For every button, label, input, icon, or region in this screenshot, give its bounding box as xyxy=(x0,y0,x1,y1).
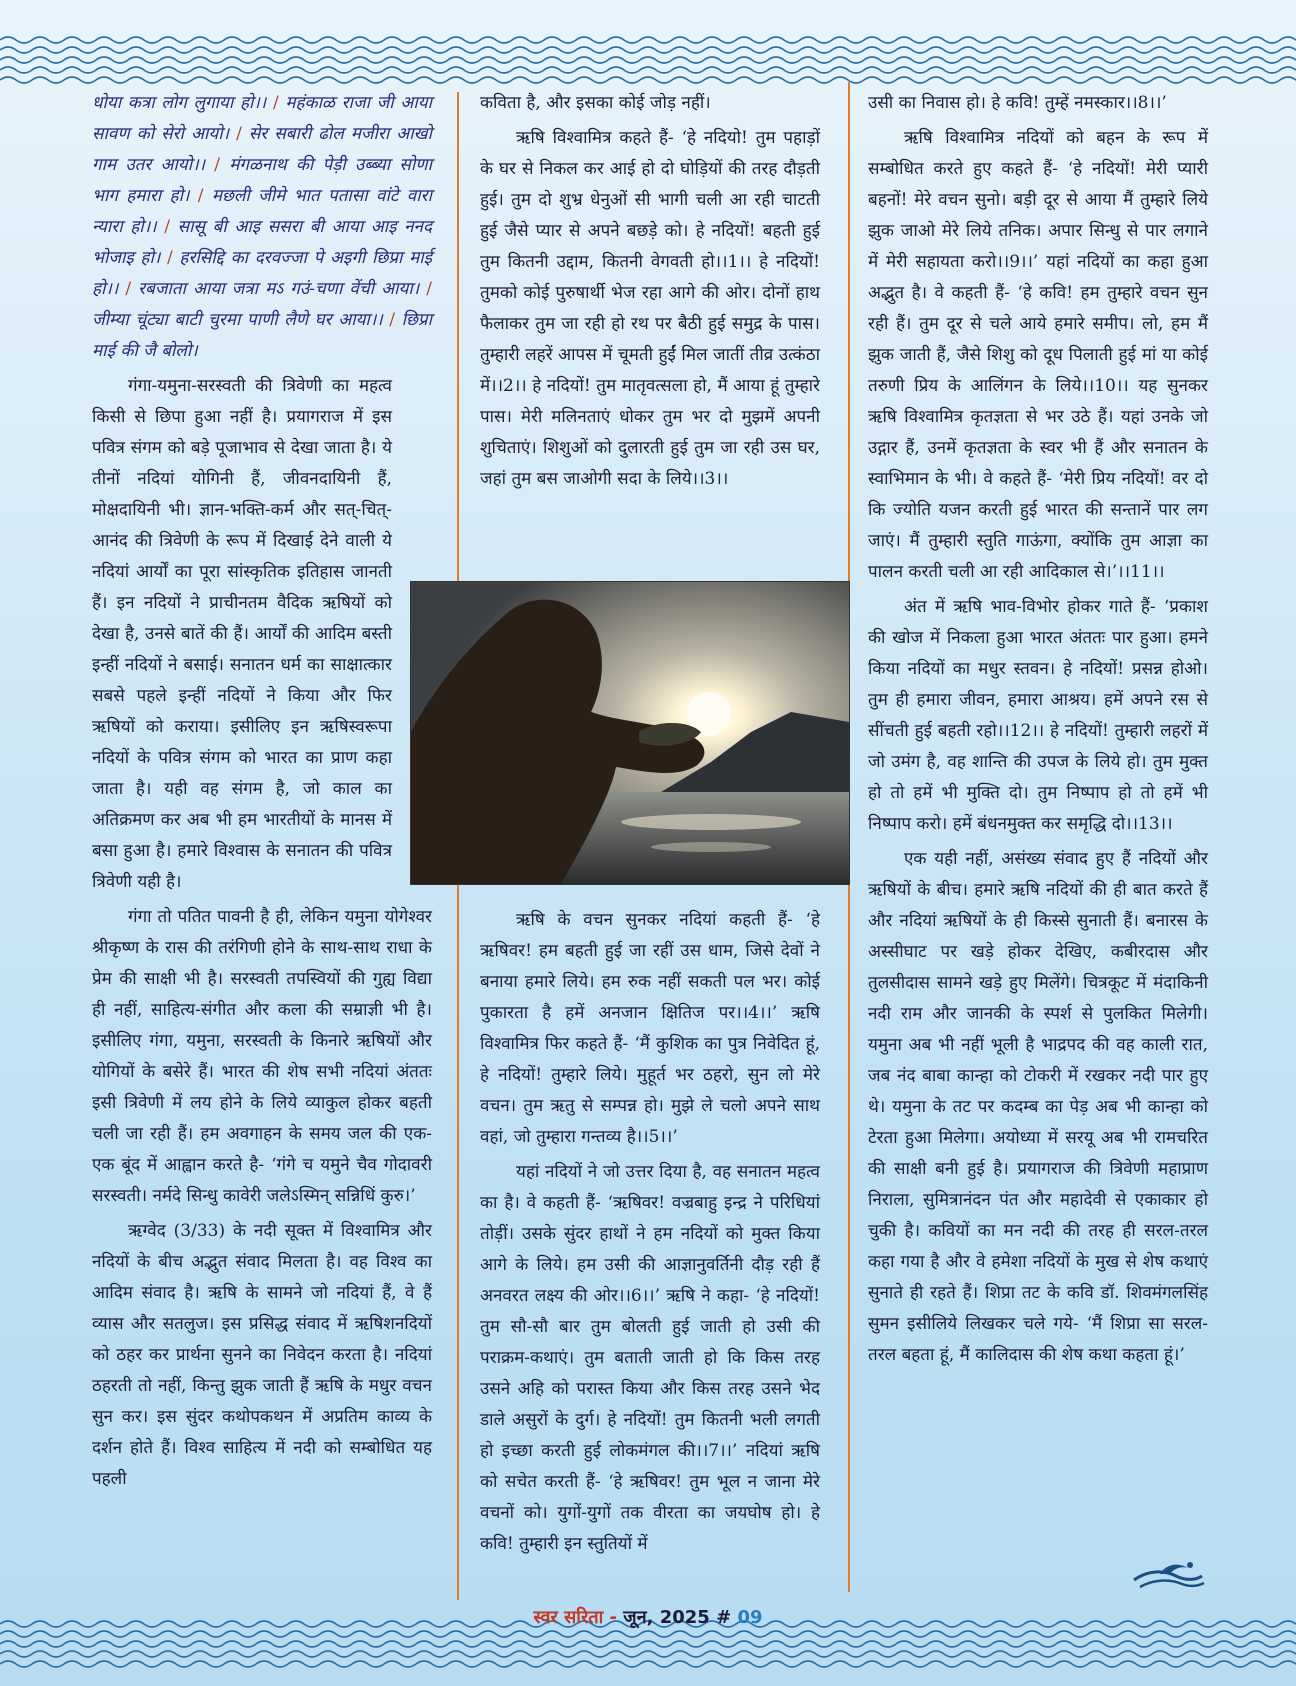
paragraph-eternal-answer: यहां नदियों ने जो उत्तर दिया है, वह सनातन महत्व का है। वे कहती हैं- ‘ऋषिवर! वज्रबाहु इन्द्र ने परिधियां तोड़ीं। उसके सुंदर हाथों ने हम नदियों को मुक्त किया आगे के लिये। हम उसी की आज्ञानुवर्तिनी दौड़ रही हैं अनवरत लक्ष्य की ओर।।6।।’ ऋषि ने कहा- ‘हे नदियों! तुम सौ-सौ बार तुम बोलती हुई जाती हो उसी की पराक्रम-कथाएं। तुम बताती जाती हो कि किस तरह उसने अहि को परास्त किया और किस तरह उसने भेद डाले असुरों के दुर्ग। हे नदियों! तुम कितनी भली लगती हो इच्छा करती हुई लोकमंगल की।।7।।’ नदियां ऋषि को सचेत करती हैं- ‘हे ऋषिवर! तुम भूल न जाना मेरे वचनों को। युगों-युगों तक वीरता का जयघोष हो। हे कवि! तुम्हारी इन स्तुतियों में xyxy=(480,1162,820,1554)
paragraph-sister-address: ऋषि विश्वामित्र नदियों को बहन के रूप में सम्बोधित करते हुए कहते हैं- ‘हे नदियों! मेरी प्यारी बहनों! मेरे वचन सुनो। बड़ी दूर से आया मैं तुम्हारे लिये झुक जाओ मेरे लिये तनिक। अपार सिन्धु से पार लगाने में मेरी सहायता करो।।9।।’ यहां नदियों का कहा हुआ अद्भुत है। वे कहती हैं- ‘हे कवि! हम तुम्हारे वचन सुन रही हैं। तुम दूर से चले आये हमारे समीप। लो, हम मैं झुक जाती हैं, जैसे शिशु को दूध पिलाती हुई मां या कोई तरुणी प्रिय के आलिंगन के लिये।।10।। यह सुनकर ऋषि विश्वामित्र कृतज्ञता से भर उठे हैं। यहां उनके जो उद्गार हैं, उनमें कृतज्ञता के स्वर भी हैं और सनातन के स्वाभिमान के भी। वे कहते हैं- ‘मेरी प्रिय नदियों! वर दो कि ज्योति यजन करती हुई भारत की सन्तानें पार लग जाएं। मैं तुम्हारी स्तुति गाऊंगा, क्योंकि तुम आज्ञा का पालन करती चली आ रही आदिकाल से।’।।11।। xyxy=(868,128,1208,582)
issue-date: जून, 2025 xyxy=(616,1607,717,1628)
column-2 xyxy=(480,88,820,499)
paragraph-rivers-reply: ऋषि के वचन सुनकर नदियां कहती हैं- ‘हे ऋषिवर! हम बहती हुई जा रहीं उस धाम, जिसे देवों ने बनाया हमारे लिये। हम रुक नहीं सकती पल भर। कोई पुकारता है हमें अनजान क्षितिज पर।।4।।’ ऋषि विश्वामित्र फिर कहते हैं- ‘मैं कुशिक का पुत्र निवेदित हूं, हे नदियों! तुम्हारे लिये। मुहूर्त भर ठहरो, सुन लो मेरे वचन। तुम ऋतु से सम्पन्न हो। मुझे ले चलो अपने साथ वहां, जो तुम्हारा गन्तव्य है।।5।।’ xyxy=(480,910,820,1147)
river-offering-photo xyxy=(410,581,850,885)
paragraph-final-hymn: अंत में ऋषि भाव-विभोर होकर गाते हैं- ‘प्रकाश की खोज में निकला हुआ भारत अंततः पार हुआ। हमने किया नदियों का मधुर स्तवन। हे नदियों! प्रसन्न होओ। तुम ही हमारा जीवन, हमारा आश्रय। हमें अपने रस से सींचती हुई बहती रहो।।12।। हे नदियों! तुम्हारी लहरों में जो उमंग है, वह शान्ति की उपज के लिये हो। तुम मुक्त हो तो हमें भी मुक्ति दो। तुम निष्पाप हो तो हमें भी निष्पाप करो। हमें बंधनमुक्त कर समृद्धि दो।।13।। xyxy=(868,597,1208,834)
folk-song-block: धोया कत्रा लोग लुगाया हो।। / महंकाळ राजा जी आया सावण को सेरो आयो। / सेर सबारी ढोल मजीरा आखो गाम उतर आयो।। / मंगळनाथ की पेड़ी उब्ब्या सोणा भाग हमारा हो। / मछली जीमे भात पतासा वांटे वारा न्यारा हो।। / सासू बी आइ ससरा बी आया आइ ननद भोजाइ हो। / हरसिद्दि का दरवज्जा पे अइगी छिप्रा माई हो।। / रबजाता आया जत्रा मऽ गउं-चणा वेंची आया। / जीम्या चूंट्या बाटी चुरमा पाणी लैणे घर आया।। / छिप्रा माई की जै बोलो। xyxy=(92,93,432,361)
paragraph-col2-opening: कविता है, और इसका कोई जोड़ नहीं। xyxy=(480,93,711,113)
column-divider-1-lower xyxy=(457,885,459,1600)
column-1 xyxy=(92,88,432,1499)
column-divider-1 xyxy=(457,92,459,592)
page-footer xyxy=(0,1605,1296,1629)
paragraph-rigveda: ऋग्वेद (3/33) के नदी सूक्त में विश्वामित्र और नदियों के बीच अद्भुत संवाद मिलता है। वह विश्व का आदिम संवाद है। ऋषि के सामने जो नदियां हैं, वे हैं व्यास और सतलुज। इस प्रसिद्ध संवाद में ऋषिशनदियों को ठहर कर प्रार्थना सुनने का निवेदन करता है। नदियां ठहरती तो नहीं, किन्तु झुक जाती हैं ऋषि के मधुर वचन सुन कर। इस सुंदर कथोपकथन में अप्रतिम काव्य के दर्शन होते हैं। विश्व साहित्य में नदी को सम्बोधित यह पहली xyxy=(92,1221,432,1489)
paragraph-col3-opening: उसी का निवास हो। हे कवि! तुम्हें नमस्कार।।8।।’ xyxy=(868,93,1167,113)
paragraph-countless-dialogues: एक यही नहीं, असंख्य संवाद हुए हैं नदियों और ऋषियों के बीच। हमारे ऋषि नदियों की ही बात करते हैं और नदियां ऋषियों के ही किस्से सुनाती हैं। बनारस के अस्सीघाट पर खड़े होकर देखिए, कबीरदास और तुलसीदास सामने खड़े हुए मिलेंगे। चित्रकूट में मंदाकिनी नदी राम और जानकी के स्पर्श से पुलकित मिलेगी। यमुना अब भी नहीं भूली है भाद्रपद की वह काली रात, जब नंद बाबा कान्हा को टोकरी में रखकर नदी पार हुए थे। यमुना के तट पर कदम्ब का पेड़ अब भी कान्हा को टेरता हुआ मिलेगा। अयोध्या में सरयू अब भी रामचरित की साक्षी बनी हुई है। प्रयागराज की त्रिवेणी महाप्राण निराला, सुमित्रानंदन पंत और महादेवी से एकाकार हो चुकी है। कवियों का मन नदी की तरह ही सरल-तरल कहा गया है और वे हमेशा नदियों के मुख से शेष कथाएं सुनाते ही रहते हैं। शिप्रा तट के कवि डॉ. शिवमंगलसिंह सुमन इसीलिये लिखकर चले गये- ‘मैं शिप्रा सा सरल-तरल बहता हूं, मैं कालिदास की शेष कथा कहता हूं।’ xyxy=(868,849,1208,1365)
page-hash: # xyxy=(716,1607,732,1628)
column-3 xyxy=(868,88,1208,1375)
paragraph-ganga-yamuna: गंगा तो पतित पावनी है ही, लेकिन यमुना योगेश्वर श्रीकृष्ण के रास की तरंगिणी होने के साथ-साथ राधा के प्रेम की साक्षी भी है। सरस्वती तपस्वियों की गुह्य विद्या ही नहीं, साहित्य-संगीत और कला की सम्राज्ञी भी है। इसीलिए गंगा, यमुना, सरस्वती के किनारे ऋषियों और योगियों के बसेरे हैं। भारत की शेष सभी नदियां अंततः इसी त्रिवेणी में लय होने के लिये व्याकुल होकर बहती चली जा रही हैं। हम अवगाहन के समय जल की एक-एक बूंद में आह्वान करते है- ‘गंगे च यमुने चैव गोदावरी सरस्वती। नर्मदे सिन्धु कावेरी जलेऽस्मिन् सन्निधिं कुरु।’ xyxy=(92,907,432,1206)
column-2-lower xyxy=(480,905,820,1564)
wave-swimmer-icon xyxy=(1130,1558,1206,1594)
magazine-name: स्वर सरिता - xyxy=(533,1607,617,1628)
paragraph-vishwamitra-speaks: ऋषि विश्वामित्र कहते हैं- ‘हे नदियो! तुम पहाड़ों के घर से निकल कर आई हो दो घोड़ियों की तरह दौड़ती हुई। तुम दो शुभ्र धेनुओं सी भागी चली आ रही चाटती हुई जैसे प्यार से अपने बछड़े को। हे नदियों! बहती हुई तुम कितनी उद्दाम, कितनी वेगवती हो।।1।। हे नदियों! तुमको कोई पुरुषार्थी भेज रहा आगे की ओर। दोनों हाथ फैलाकर तुम जा रही हो रथ पर बैठी हुई समुद्र के पास। तुम्हारी लहरें आपस में चूमती हुईं मिल जातीं तीव्र उत्कंठा में।।2।। हे नदियों! तुम मातृवत्सला हो, मैं आया हूं तुम्हारे पास। मेरी मलिनताएं धोकर तुम भर दो मुझमें अपनी शुचिताएं। शिशुओं को दुलारती हुई तुम जा रही उस घर, जहां तुम बस जाओगी सदा के लिये।।3।। xyxy=(480,128,820,489)
paragraph-triveni: गंगा-यमुना-सरस्वती की त्रिवेणी का महत्व किसी से छिपा हुआ नहीं है। प्रयागराज में इस पवित्र संगम को बड़े पूजाभाव से देखा जाता है। ये तीनों नदियां योगिनी हैं, जीवनदायिनी हैं, मोक्षदायिनी भी। ज्ञान-भक्ति-कर्म और सत्-चित्-आनंद की त्रिवेणी के रूप में दिखाई देने वाली ये नदियां आर्यों का पूरा सांस्कृतिक इतिहास जानती हैं। इन नदियों ने प्राचीनतम वैदिक ऋषियों को देखा है, उनसे बातें की हैं। आर्यों की आदिम बस्ती इन्हीं नदियों ने बसाई। सनातन धर्म का साक्षात्कार सबसे पहले इन्हीं नदियों ने किया और फिर ऋषियों को कराया। इसीलिए इन ऋषिस्वरूपा नदियों के पवित्र संगम को भारत का प्राण कहा जाता है। यही वह संगम है, जो काल का अतिक्रमण कर अब भी हम भारतीयों के मानस में बसा हुआ है। हमारे विश्वास के सनातन की पवित्र त्रिवेणी यही है। xyxy=(92,376,392,892)
page-number: 09 xyxy=(731,1607,763,1628)
sunrise-silhouette-image xyxy=(411,582,849,884)
top-wave-decoration xyxy=(0,30,1296,86)
